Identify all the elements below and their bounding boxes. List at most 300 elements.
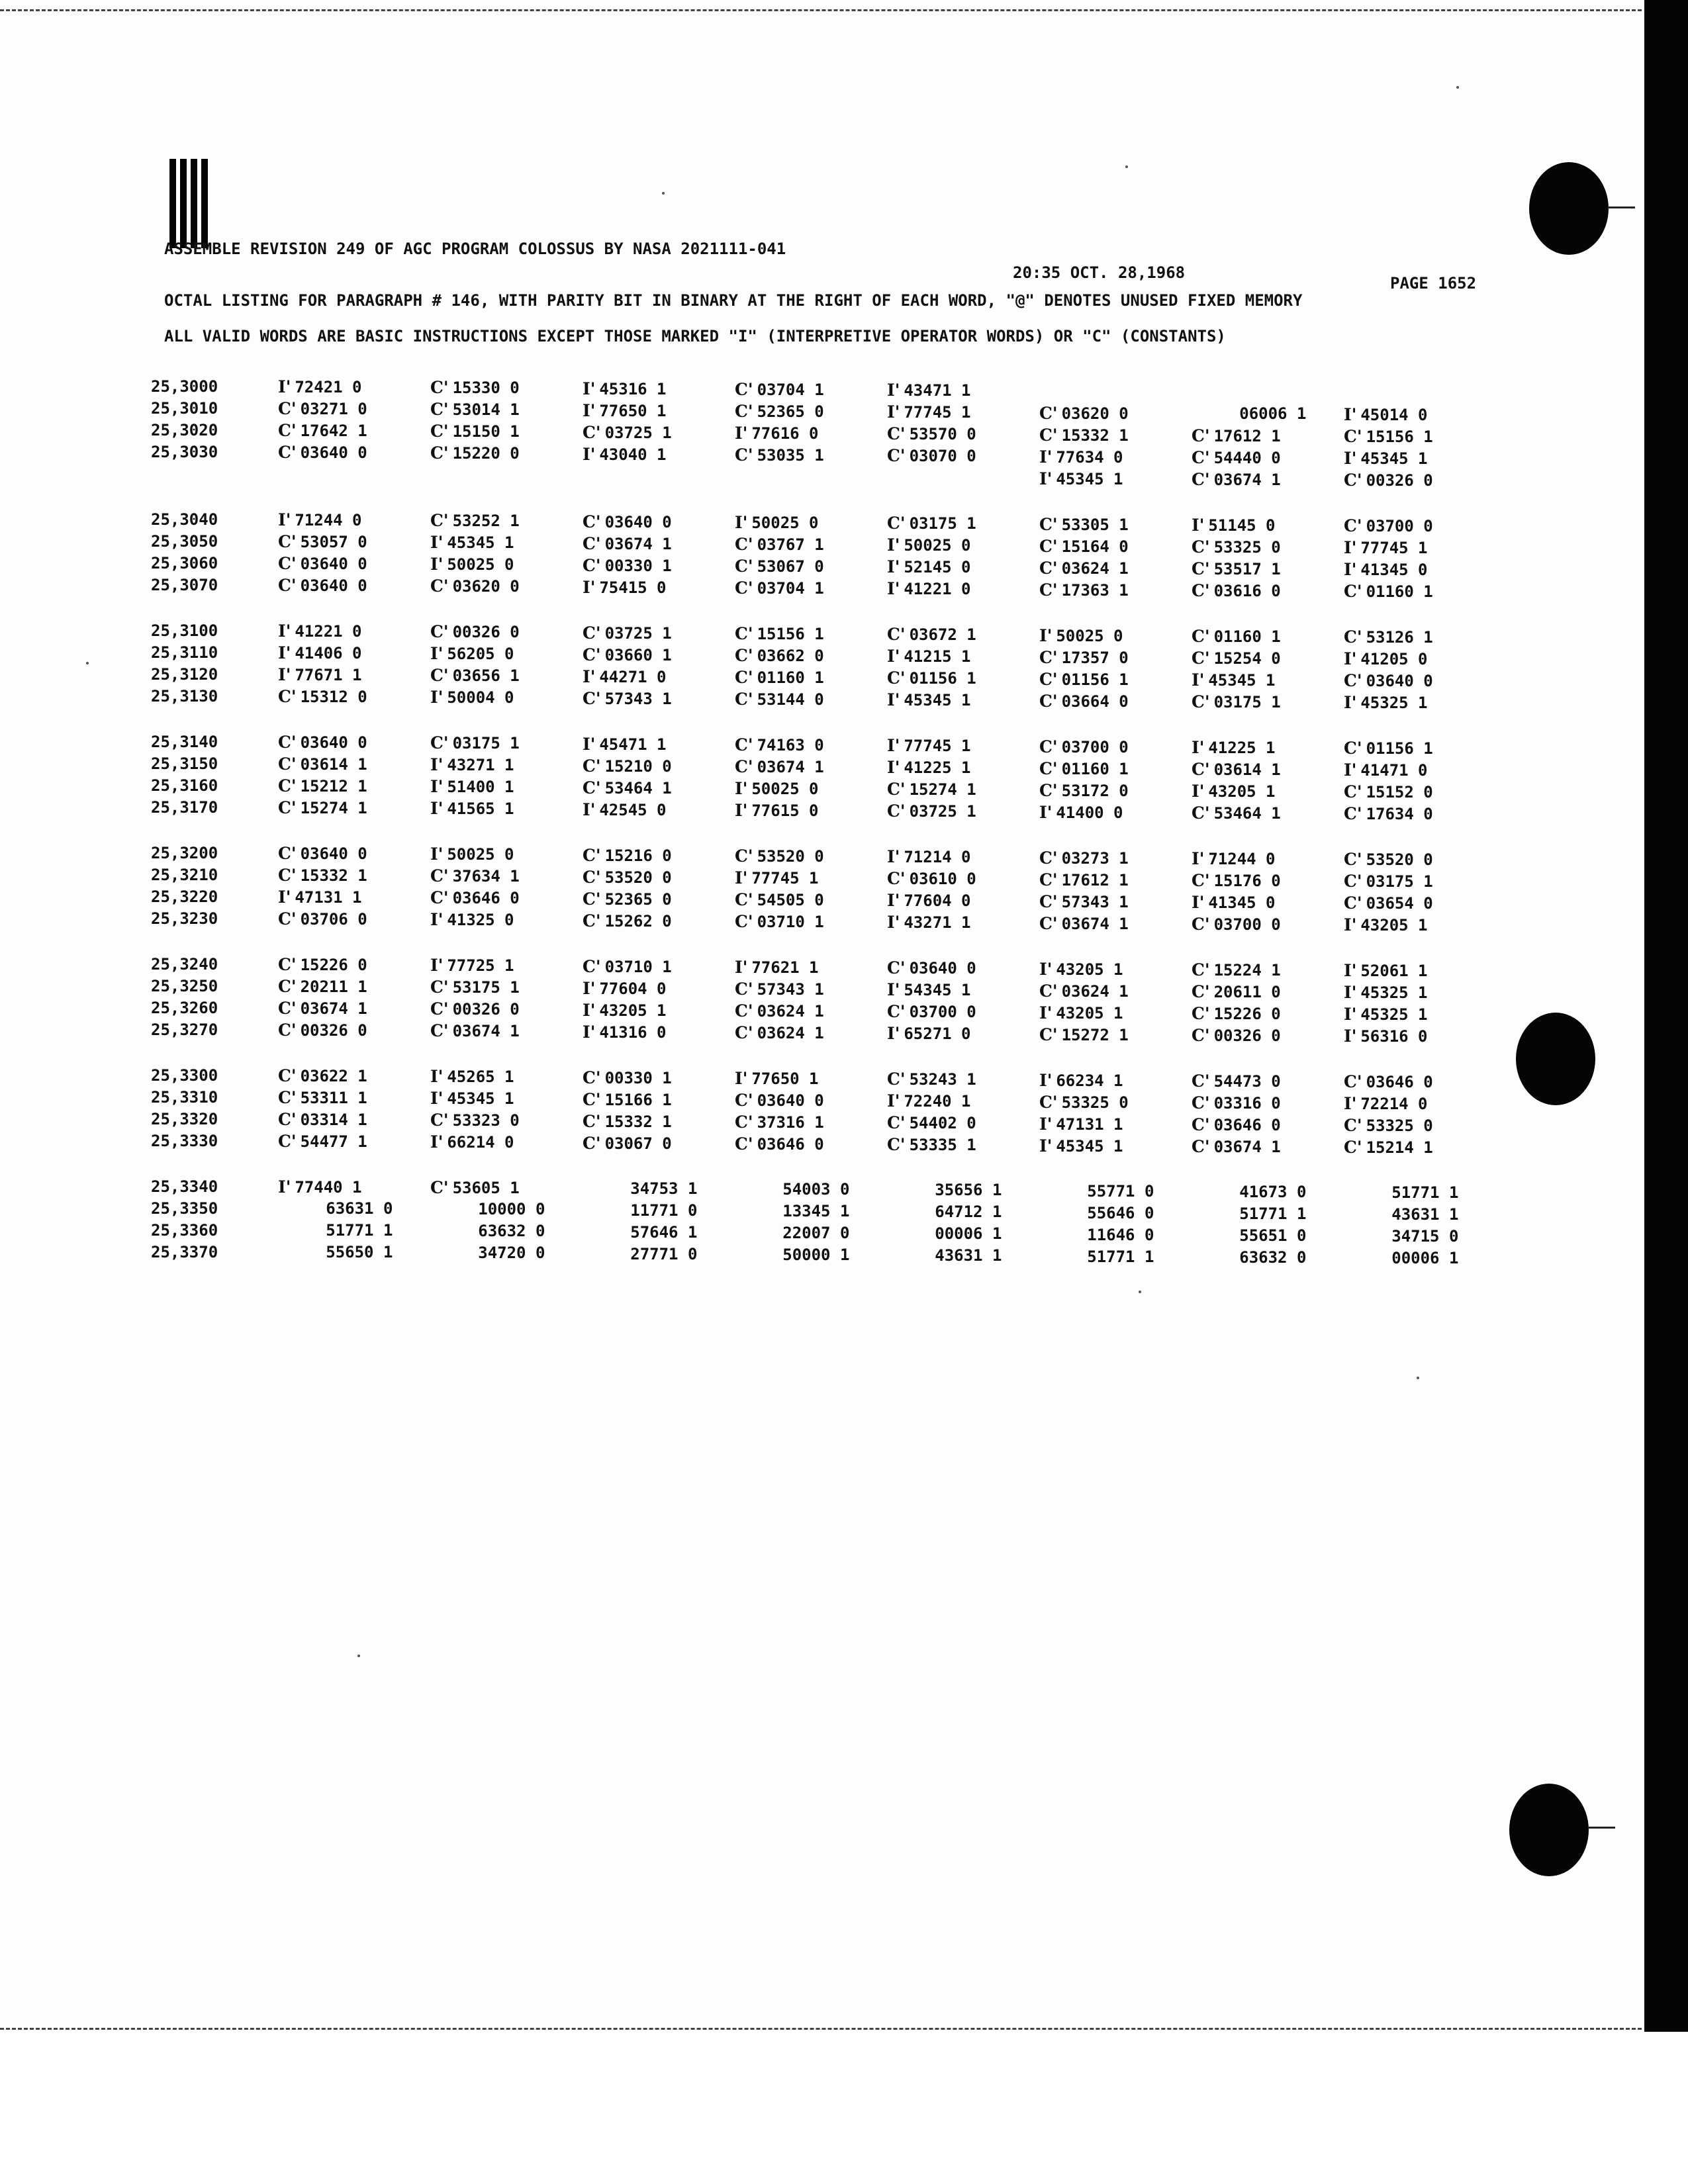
- octal-word: I' 41325 0: [430, 910, 514, 930]
- octal-word: C' 53057 0: [278, 532, 367, 551]
- octal-word: I' 72421 0: [278, 377, 362, 396]
- octal-word: C' 00330 1: [583, 1068, 672, 1087]
- octal-word: C' 03646 0: [735, 1134, 824, 1154]
- octal-word: C' 03767 1: [735, 534, 824, 554]
- octal-word: I' 41565 1: [430, 799, 514, 819]
- octal-word: C' 53325 0: [1192, 537, 1281, 557]
- octal-word: I' 41406 0: [278, 643, 362, 662]
- octal-word: I' 77621 1: [735, 957, 819, 977]
- octal-word: I' 77745 1: [735, 868, 819, 887]
- octal-word: C' 57343 1: [1039, 891, 1129, 911]
- octal-word: I' 45345 1: [430, 533, 514, 553]
- octal-word: I' 71244 0: [278, 510, 362, 529]
- octal-word: C' 53325 0: [1039, 1092, 1129, 1112]
- octal-word: I' 50025 0: [735, 778, 819, 798]
- octal-word: I' 66234 1: [1039, 1070, 1123, 1090]
- octal-word: I' 43271 1: [430, 755, 514, 775]
- octal-word: I' 56316 0: [1344, 1026, 1428, 1046]
- octal-word: C' 03273 1: [1039, 848, 1129, 868]
- octal-word: C' 53520 0: [1344, 850, 1433, 870]
- octal-word: C' 03640 0: [278, 576, 367, 595]
- octal-word: C' 15332 1: [278, 866, 367, 885]
- listing-address: 25,3260: [151, 999, 218, 1017]
- octal-word: 13345 1: [735, 1201, 850, 1220]
- octal-word: C' 00326 0: [1192, 1025, 1281, 1045]
- octal-word: C' 03700 0: [1192, 914, 1281, 934]
- listing-description: OCTAL LISTING FOR PARAGRAPH # 146, WITH PARITY BIT IN BINARY AT THE RIGHT OF EACH WORD, "@" DENOTES UNUSED FIXED MEMORY: [164, 291, 1303, 310]
- octal-word: 34753 1: [583, 1179, 698, 1198]
- octal-word: C' 03710 1: [583, 956, 672, 976]
- octal-word: I' 47131 1: [1039, 1114, 1123, 1134]
- page-number: PAGE 1652: [1390, 274, 1477, 293]
- octal-word: C' 03316 0: [1192, 1093, 1281, 1113]
- octal-word: C' 03674 1: [430, 1021, 520, 1041]
- octal-word: C' 01160 1: [735, 667, 824, 687]
- octal-word: C' 03640 0: [278, 443, 367, 462]
- listing-address: 25,3160: [151, 776, 218, 795]
- octal-word: C' 15156 1: [1344, 427, 1433, 447]
- octal-word: C' 53520 0: [735, 846, 824, 866]
- octal-word: 64712 1: [887, 1203, 1002, 1222]
- octal-word: I' 43040 1: [583, 444, 667, 464]
- octal-word: C' 15176 0: [1192, 870, 1281, 890]
- scan-speck: [357, 1655, 360, 1657]
- octal-word: C' 57343 1: [735, 979, 824, 999]
- octal-word: I' 41221 0: [887, 579, 971, 599]
- octal-word: I' 71244 0: [1192, 848, 1276, 868]
- octal-word: I' 41225 1: [1192, 737, 1276, 757]
- octal-word: C' 53305 1: [1039, 514, 1129, 534]
- octal-word: C' 52365 0: [583, 889, 672, 909]
- octal-word: 63632 0: [430, 1222, 545, 1241]
- scan-edge-bar: [1644, 0, 1688, 2032]
- octal-word: I' 66214 0: [430, 1132, 514, 1152]
- octal-word: C' 03175 1: [430, 733, 520, 753]
- octal-word: C' 03674 1: [278, 999, 367, 1018]
- octal-word: I' 54345 1: [887, 980, 971, 1000]
- octal-word: C' 03610 0: [887, 869, 976, 889]
- octal-word: I' 45325 1: [1344, 693, 1428, 713]
- octal-word: I' 77745 1: [887, 736, 971, 756]
- octal-word: 55646 0: [1039, 1203, 1154, 1222]
- octal-word: C' 03706 0: [278, 909, 367, 929]
- octal-word: I' 77604 0: [887, 891, 971, 911]
- octal-word: C' 57343 1: [583, 688, 672, 708]
- octal-word: C' 03725 1: [583, 623, 672, 643]
- octal-word: 06006 1: [1192, 404, 1307, 423]
- octal-word: C' 54402 0: [887, 1113, 976, 1133]
- octal-word: C' 03674 1: [1039, 913, 1129, 933]
- octal-word: 55651 0: [1192, 1226, 1307, 1245]
- octal-word: C' 03640 0: [887, 958, 976, 978]
- octal-word: C' 03710 1: [735, 911, 824, 931]
- octal-word: C' 15312 0: [278, 687, 367, 706]
- scan-speck: [86, 662, 89, 664]
- listing-address: 25,3010: [151, 399, 218, 418]
- octal-word: I' 41400 0: [1039, 802, 1123, 822]
- octal-word: C' 03614 1: [1192, 759, 1281, 779]
- octal-word: I' 77725 1: [430, 956, 514, 976]
- octal-word: I' 41221 0: [278, 621, 362, 641]
- octal-word: I' 72214 0: [1344, 1094, 1428, 1114]
- octal-word: C' 01156 1: [1039, 669, 1129, 689]
- octal-word: 51771 1: [1344, 1183, 1459, 1203]
- octal-word: C' 15150 1: [430, 422, 520, 441]
- octal-word: C' 20211 1: [278, 977, 367, 996]
- octal-word: C' 17612 1: [1039, 870, 1129, 889]
- octal-word: I' 43271 1: [887, 913, 971, 933]
- octal-word: C' 03674 1: [1192, 1136, 1281, 1156]
- octal-word: I' 47131 1: [278, 887, 362, 907]
- octal-word: C' 74163 0: [735, 735, 824, 754]
- octal-word: I' 41471 0: [1344, 760, 1428, 780]
- octal-word: I' 72240 1: [887, 1091, 971, 1111]
- octal-word: C' 03660 1: [583, 645, 672, 664]
- octal-word: C' 53067 0: [735, 556, 824, 576]
- octal-word: C' 53517 1: [1192, 559, 1281, 578]
- octal-word: I' 43205 1: [1039, 1003, 1123, 1023]
- listing-address: 25,3270: [151, 1021, 218, 1039]
- octal-word: I' 50025 0: [430, 844, 514, 864]
- octal-word: C' 03175 1: [887, 514, 976, 533]
- octal-word: C' 03175 1: [1192, 692, 1281, 711]
- octal-word: I' 77615 0: [735, 800, 819, 820]
- octal-word: C' 53243 1: [887, 1069, 976, 1089]
- octal-word: I' 77650 1: [735, 1068, 819, 1088]
- octal-word: C' 03624 1: [735, 1023, 824, 1042]
- listing-address: 25,3040: [151, 510, 218, 529]
- octal-word: C' 03624 1: [1039, 981, 1129, 1001]
- octal-word: I' 43471 1: [887, 381, 971, 400]
- listing-address: 25,3370: [151, 1243, 218, 1261]
- octal-word: C' 54473 0: [1192, 1071, 1281, 1091]
- octal-word: C' 03640 0: [583, 512, 672, 531]
- octal-word: C' 53325 0: [1344, 1116, 1433, 1136]
- octal-word: 63632 0: [1192, 1248, 1307, 1267]
- octal-word: 10000 0: [430, 1200, 545, 1219]
- octal-word: 51771 1: [1192, 1204, 1307, 1223]
- octal-word: C' 15212 1: [278, 776, 367, 796]
- octal-word: C' 53323 0: [430, 1111, 520, 1130]
- octal-word: I' 45345 1: [1344, 449, 1428, 469]
- octal-word: C' 53252 1: [430, 511, 520, 531]
- octal-word: C' 03616 0: [1192, 580, 1281, 600]
- octal-word: C' 01160 1: [1039, 758, 1129, 778]
- octal-word: C' 00330 1: [583, 555, 672, 575]
- listing-address: 25,3110: [151, 643, 218, 662]
- octal-word: I' 77745 1: [1344, 538, 1428, 558]
- scan-speck: [1417, 1377, 1419, 1379]
- octal-word: C' 17634 0: [1344, 804, 1433, 824]
- octal-word: 51771 1: [278, 1221, 393, 1240]
- octal-word: C' 17357 0: [1039, 647, 1129, 667]
- listing-legend: ALL VALID WORDS ARE BASIC INSTRUCTIONS EXCEPT THOSE MARKED "I" (INTERPRETIVE OPERATOR WORDS) OR "C" (CONSTANTS): [164, 327, 1226, 345]
- octal-word: C' 15332 1: [583, 1111, 672, 1131]
- octal-word: C' 03674 1: [735, 756, 824, 776]
- octal-word: C' 15226 0: [1192, 1003, 1281, 1023]
- octal-word: C' 03314 1: [278, 1110, 367, 1129]
- octal-word: C' 03620 0: [430, 576, 520, 596]
- octal-word: I' 51145 0: [1192, 515, 1276, 535]
- octal-word: C' 53464 1: [583, 778, 672, 797]
- listing-address: 25,3200: [151, 844, 218, 862]
- octal-word: C' 03674 1: [583, 533, 672, 553]
- octal-word: I' 41215 1: [887, 647, 971, 666]
- listing-address: 25,3310: [151, 1088, 218, 1107]
- octal-word: C' 03700 0: [887, 1002, 976, 1022]
- scan-speck: [662, 192, 665, 195]
- assembly-title: ASSEMBLE REVISION 249 OF AGC PROGRAM COLOSSUS BY NASA 2021111-041: [164, 240, 786, 258]
- octal-word: I' 41316 0: [583, 1022, 667, 1042]
- listing-address: 25,3350: [151, 1199, 218, 1218]
- octal-word: I' 71214 0: [887, 847, 971, 867]
- octal-word: C' 15330 0: [430, 378, 520, 398]
- octal-word: C' 00326 0: [1344, 471, 1433, 490]
- octal-word: I' 45345 1: [887, 690, 971, 710]
- listing-address: 25,3000: [151, 377, 218, 396]
- octal-word: C' 53605 1: [430, 1178, 520, 1198]
- octal-word: C' 15274 1: [887, 780, 976, 799]
- octal-word: 34720 0: [430, 1244, 545, 1263]
- octal-word: C' 53144 0: [735, 689, 824, 709]
- listing-address: 25,3050: [151, 532, 218, 551]
- octal-word: C' 15156 1: [735, 623, 824, 643]
- octal-word: I' 51400 1: [430, 777, 514, 797]
- octal-word: I' 45014 0: [1344, 405, 1428, 425]
- octal-word: C' 53570 0: [887, 424, 976, 444]
- octal-word: I' 52145 0: [887, 557, 971, 577]
- octal-word: I' 77745 1: [887, 402, 971, 422]
- octal-word: C' 03175 1: [1344, 872, 1433, 891]
- octal-word: C' 17642 1: [278, 421, 367, 440]
- octal-word: 51771 1: [1039, 1247, 1154, 1266]
- octal-word: C' 03640 0: [1344, 671, 1433, 691]
- octal-word: I' 43205 1: [583, 1000, 667, 1020]
- octal-word: 22007 0: [735, 1223, 850, 1242]
- octal-word: I' 41205 0: [1344, 649, 1428, 669]
- listing-address: 25,3170: [151, 798, 218, 817]
- listing-address: 25,3100: [151, 621, 218, 640]
- octal-word: C' 53172 0: [1039, 780, 1129, 800]
- octal-word: C' 03624 1: [1039, 558, 1129, 578]
- octal-word: C' 53014 1: [430, 400, 520, 420]
- octal-word: C' 15272 1: [1039, 1024, 1129, 1044]
- octal-word: 41673 0: [1192, 1182, 1307, 1201]
- octal-word: 63631 0: [278, 1199, 393, 1218]
- octal-word: I' 45325 1: [1344, 983, 1428, 1003]
- listing-address: 25,3150: [151, 754, 218, 773]
- octal-word: C' 15166 1: [583, 1089, 672, 1109]
- octal-word: C' 20611 0: [1192, 981, 1281, 1001]
- octal-word: C' 37634 1: [430, 866, 520, 886]
- listing-address: 25,3230: [151, 909, 218, 928]
- octal-word: I' 45345 1: [1192, 670, 1276, 690]
- octal-word: C' 03662 0: [735, 645, 824, 665]
- listing-address: 25,3130: [151, 687, 218, 705]
- octal-word: C' 03646 0: [430, 888, 520, 908]
- octal-word: I' 42545 0: [583, 799, 667, 819]
- octal-word: I' 77616 0: [735, 423, 819, 443]
- octal-word: I' 77634 0: [1039, 447, 1123, 467]
- octal-word: I' 45316 1: [583, 379, 667, 398]
- octal-word: C' 15214 1: [1344, 1138, 1433, 1158]
- octal-word: C' 15332 1: [1039, 425, 1129, 445]
- octal-word: C' 03640 0: [278, 554, 367, 573]
- octal-word: C' 03624 1: [735, 1001, 824, 1021]
- listing-address: 25,3030: [151, 443, 218, 461]
- octal-word: C' 15216 0: [583, 845, 672, 865]
- octal-word: 43631 1: [887, 1246, 1002, 1265]
- octal-word: C' 00326 0: [430, 999, 520, 1019]
- octal-word: C' 53520 0: [583, 867, 672, 887]
- listing-address: 25,3340: [151, 1177, 218, 1196]
- octal-word: C' 54505 0: [735, 889, 824, 909]
- octal-word: C' 03700 0: [1039, 737, 1129, 756]
- octal-word: C' 53126 1: [1344, 627, 1433, 647]
- octal-word: I' 77440 1: [278, 1177, 362, 1197]
- octal-word: 27771 0: [583, 1244, 698, 1263]
- octal-word: C' 03646 0: [1192, 1115, 1281, 1134]
- octal-word: I' 45471 1: [583, 734, 667, 754]
- octal-word: C' 03725 1: [583, 422, 672, 442]
- listing-address: 25,3300: [151, 1066, 218, 1085]
- octal-word: C' 03271 0: [278, 399, 367, 418]
- octal-word: C' 15152 0: [1344, 782, 1433, 802]
- listing-address: 25,3360: [151, 1221, 218, 1240]
- octal-word: I' 41345 0: [1192, 892, 1276, 912]
- octal-word: C' 03704 1: [735, 578, 824, 598]
- octal-word: C' 01160 1: [1344, 582, 1433, 602]
- octal-word: C' 53335 1: [887, 1135, 976, 1155]
- octal-word: C' 03700 0: [1344, 516, 1433, 536]
- octal-word: C' 54440 0: [1192, 447, 1281, 467]
- octal-word: I' 41345 0: [1344, 560, 1428, 580]
- octal-word: 55771 0: [1039, 1181, 1154, 1201]
- octal-word: C' 53035 1: [735, 445, 824, 465]
- octal-word: C' 00326 0: [430, 622, 520, 642]
- octal-word: I' 50025 0: [1039, 625, 1123, 645]
- octal-word: I' 45345 1: [430, 1089, 514, 1109]
- octal-word: I' 43205 1: [1192, 781, 1276, 801]
- octal-word: 11771 0: [583, 1201, 698, 1220]
- octal-word: C' 53464 1: [1192, 803, 1281, 823]
- listing-address: 25,3250: [151, 977, 218, 995]
- octal-word: C' 03674 1: [1192, 469, 1281, 489]
- octal-word: I' 75415 0: [583, 577, 667, 597]
- scan-speck: [1125, 165, 1128, 168]
- octal-word: C' 03672 1: [887, 625, 976, 645]
- octal-word: C' 03646 0: [1344, 1072, 1433, 1092]
- listing-address: 25,3240: [151, 955, 218, 974]
- octal-word: 54003 0: [735, 1179, 850, 1199]
- octal-word: C' 01160 1: [1192, 626, 1281, 646]
- octal-word: C' 53175 1: [430, 978, 520, 997]
- octal-word: C' 17363 1: [1039, 580, 1129, 600]
- octal-word: C' 03640 0: [278, 844, 367, 863]
- octal-word: I' 45325 1: [1344, 1005, 1428, 1024]
- octal-word: C' 15220 0: [430, 443, 520, 463]
- octal-word: C' 01156 1: [887, 668, 976, 688]
- octal-word: 57646 1: [583, 1222, 698, 1242]
- octal-word: 50000 1: [735, 1245, 850, 1264]
- octal-word: C' 37316 1: [735, 1112, 824, 1132]
- listing-address: 25,3330: [151, 1132, 218, 1150]
- octal-word: C' 15164 0: [1039, 536, 1129, 556]
- octal-word: I' 50025 0: [887, 535, 971, 555]
- octal-word: 55650 1: [278, 1243, 393, 1261]
- octal-word: 11646 0: [1039, 1225, 1154, 1244]
- listing-address: 25,3220: [151, 887, 218, 906]
- listing-address: 25,3120: [151, 665, 218, 684]
- octal-word: C' 15274 1: [278, 798, 367, 817]
- listing-address: 25,3070: [151, 576, 218, 594]
- octal-word: I' 45345 1: [1039, 1136, 1123, 1156]
- octal-word: C' 52365 0: [735, 401, 824, 421]
- octal-word: C' 03640 0: [278, 733, 367, 752]
- octal-word: C' 03725 1: [887, 801, 976, 821]
- octal-word: 34715 0: [1344, 1227, 1459, 1246]
- octal-word: I' 45265 1: [430, 1067, 514, 1087]
- octal-word: C' 17612 1: [1192, 426, 1281, 445]
- octal-word: I' 43205 1: [1039, 959, 1123, 979]
- timestamp: 20:35 OCT. 28,1968: [1013, 263, 1186, 282]
- octal-word: I' 41225 1: [887, 758, 971, 778]
- octal-word: I' 50025 0: [430, 555, 514, 574]
- octal-word: C' 15254 0: [1192, 648, 1281, 668]
- octal-word: C' 03656 1: [430, 666, 520, 686]
- octal-word: I' 77604 0: [583, 978, 667, 998]
- octal-word: I' 77671 1: [278, 665, 362, 684]
- octal-word: C' 03614 1: [278, 754, 367, 774]
- octal-word: I' 77650 1: [583, 400, 667, 420]
- listing-address: 25,3140: [151, 733, 218, 751]
- octal-word: I' 56205 0: [430, 644, 514, 664]
- octal-word: C' 03704 1: [735, 379, 824, 399]
- octal-word: C' 01156 1: [1344, 739, 1433, 758]
- octal-word: C' 15210 0: [583, 756, 672, 776]
- octal-word: 00006 1: [887, 1224, 1002, 1244]
- octal-word: C' 03070 0: [887, 446, 976, 466]
- scan-speck: [1139, 1291, 1141, 1293]
- listing-address: 25,3320: [151, 1110, 218, 1128]
- octal-word: I' 43205 1: [1344, 915, 1428, 935]
- octal-word: I' 52061 1: [1344, 961, 1428, 981]
- octal-word: C' 03640 0: [735, 1090, 824, 1110]
- octal-word: C' 15224 1: [1192, 960, 1281, 979]
- scan-speck: [1456, 86, 1459, 89]
- octal-word: I' 65271 0: [887, 1024, 971, 1044]
- listing-address: 25,3210: [151, 866, 218, 884]
- octal-word: C' 15262 0: [583, 911, 672, 931]
- octal-word: C' 03622 1: [278, 1066, 367, 1085]
- octal-word: C' 03654 0: [1344, 893, 1433, 913]
- octal-word: 43631 1: [1344, 1205, 1459, 1224]
- octal-word: C' 15226 0: [278, 955, 367, 974]
- octal-word: I' 50004 0: [430, 688, 514, 707]
- octal-word: C' 03620 0: [1039, 403, 1129, 423]
- octal-word: 35656 1: [887, 1181, 1002, 1200]
- octal-word: C' 03664 0: [1039, 691, 1129, 711]
- octal-word: C' 53311 1: [278, 1088, 367, 1107]
- octal-word: C' 03067 0: [583, 1133, 672, 1153]
- octal-word: I' 50025 0: [735, 512, 819, 532]
- octal-word: 00006 1: [1344, 1249, 1459, 1268]
- listing-address: 25,3060: [151, 554, 218, 572]
- octal-word: C' 54477 1: [278, 1132, 367, 1151]
- octal-word: I' 44271 0: [583, 666, 667, 686]
- listing-address: 25,3020: [151, 421, 218, 439]
- octal-word: I' 45345 1: [1039, 469, 1123, 488]
